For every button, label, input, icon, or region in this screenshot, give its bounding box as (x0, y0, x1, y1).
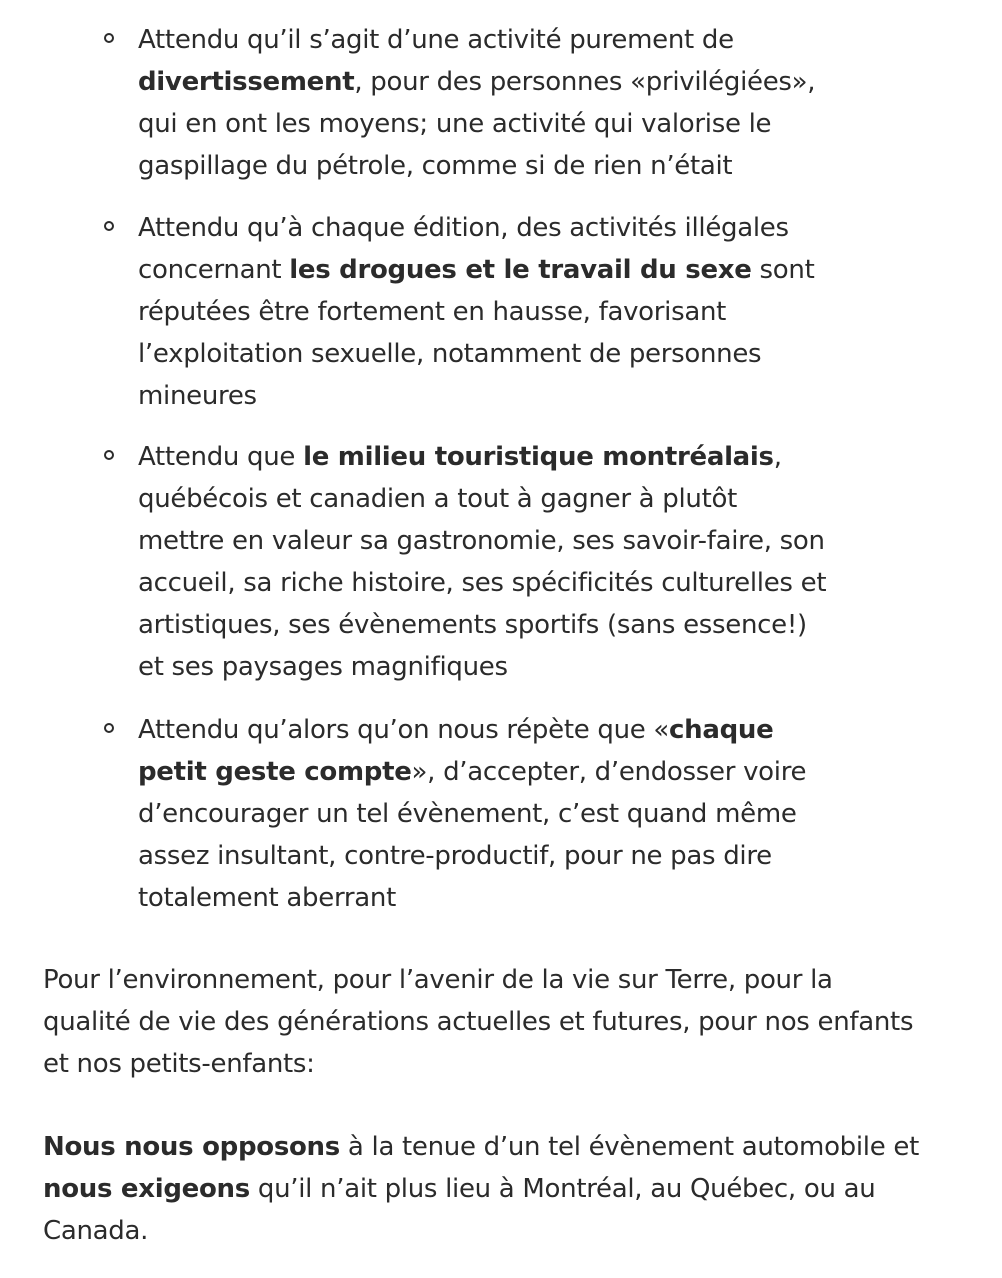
hollow-circle-bullet-icon (104, 221, 114, 231)
list-item-emphasis: le milieu touristique montréalais (303, 442, 774, 472)
list-item (138, 709, 828, 919)
list-item-text: Attendu que (138, 442, 304, 472)
paragraph-demand (43, 1126, 923, 1252)
list-item-text: sont réputées être fortement en hausse, favorisant l’exploitation sexuelle, notamment de personnes mineures (138, 255, 815, 411)
paragraph-emphasis: Nous nous opposons (43, 1132, 340, 1162)
list-item (138, 436, 828, 688)
paragraph-intro: Pour l’environnement, pour l’avenir de la vie sur Terre, pour la qualité de vie des générations actuelles et futures, pour nos enfants et nos petits-enfants: (43, 965, 914, 1079)
list-item-emphasis: les drogues et le travail du sexe (289, 255, 752, 285)
hollow-circle-bullet-icon (104, 723, 114, 733)
list-item-text: Attendu qu’à chaque édition, des activités illégales concernant (138, 213, 789, 285)
list-item-emphasis: chaque petit geste compte (138, 715, 774, 787)
list-item-emphasis: divertissement (138, 67, 355, 97)
list-item-text: , québécois et canadien a tout à gagner à plutôt mettre en valeur sa gastronomie, ses savoir-faire, son accueil, sa riche histoire, ses spécificités culturelles et artistiques, ses évènements sportifs (sans essence!) et ses paysages magnifiques (138, 442, 827, 682)
list-item-text: Attendu qu’il s’agit d’une activité purement de (138, 25, 734, 55)
paragraph-text: à la tenue d’un tel évènement automobile et (339, 1132, 919, 1162)
list-item-text: , pour des personnes «privilégiées», qui en ont les moyens; une activité qui valorise le gaspillage du pétrole, comme si de rien n’était (138, 67, 816, 181)
paragraph-emphasis: nous exigeons (43, 1174, 250, 1204)
list-item (138, 207, 828, 417)
list-item-text: Attendu qu’alors qu’on nous répète que « (138, 715, 670, 745)
hollow-circle-bullet-icon (104, 33, 114, 43)
list-item (138, 19, 828, 187)
hollow-circle-bullet-icon (104, 450, 114, 460)
list-item-text: », d’accepter, d’endosser voire d’encourager un tel évènement, c’est quand même assez insultant, contre-productif, pour ne pas dire totalement aberrant (138, 757, 807, 913)
paragraph-text: qu’il n’ait plus lieu à Montréal, au Québec, ou au Canada. (43, 1174, 876, 1246)
